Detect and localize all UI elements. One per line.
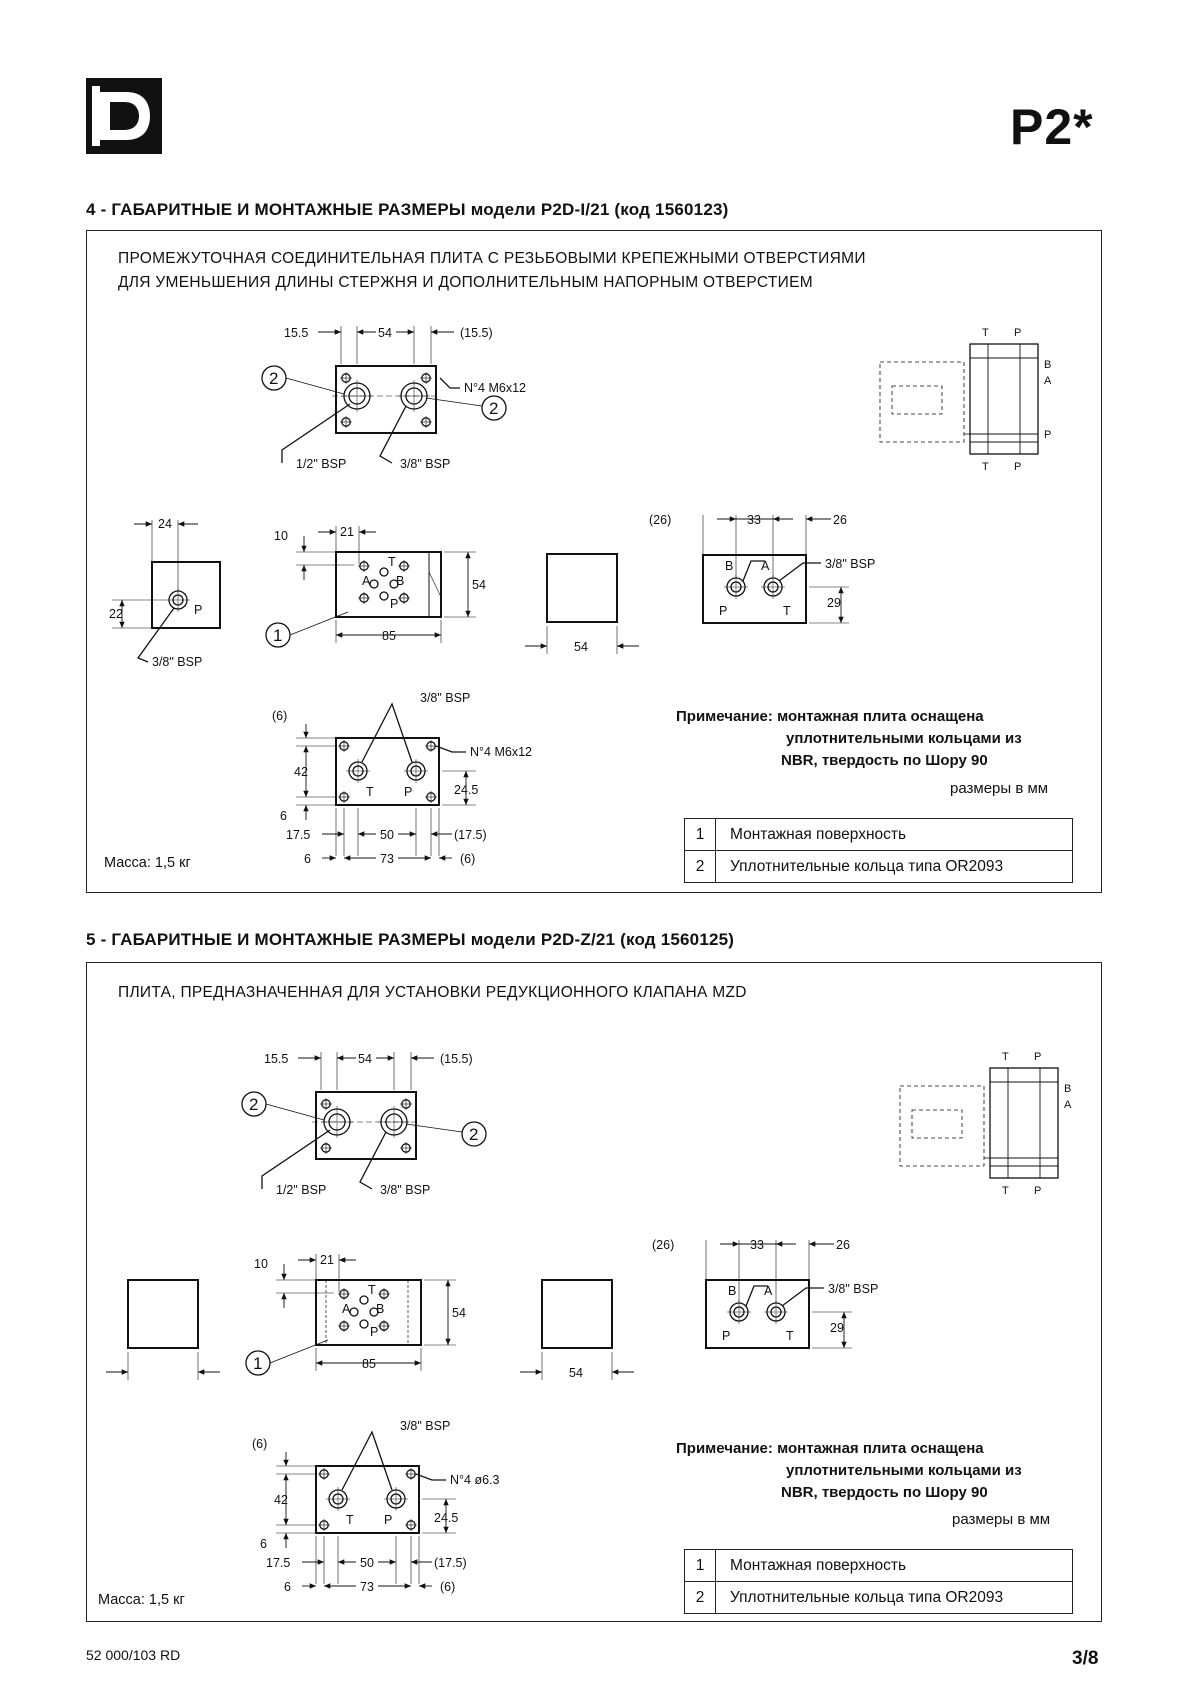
dimension-value: 10: [254, 1257, 268, 1271]
port-letter: B: [725, 559, 734, 573]
bsp-label: 3/8" BSP: [828, 1282, 879, 1296]
dimension-value: 29: [830, 1321, 844, 1335]
port-letter: T: [368, 1283, 376, 1297]
bsp-label: 3/8" BSP: [420, 691, 471, 705]
port-letter: P: [1014, 461, 1022, 473]
port-letter: A: [1064, 1099, 1072, 1111]
port-letter: P: [404, 785, 413, 799]
legend-text: Уплотнительные кольца типа OR2093: [716, 851, 1073, 883]
port-letter: A: [342, 1302, 351, 1316]
note-line1: Примечание: монтажная плита оснащена: [676, 1440, 984, 1457]
thread-label: N°4 M6x12: [464, 381, 526, 395]
leader-line: [360, 1132, 386, 1189]
port-letter: T: [388, 555, 396, 569]
dimension-value: (6): [440, 1580, 456, 1594]
dimension-value: 24.5: [434, 1511, 459, 1525]
port-letter: T: [346, 1513, 354, 1527]
callout-number: 2: [249, 1095, 259, 1114]
legend-text: Монтажная поверхность: [716, 1550, 1073, 1582]
valve-port: [370, 580, 378, 588]
dimension-value: 15.5: [284, 326, 309, 340]
section-4-title: 4 - ГАБАРИТНЫЕ И МОНТАЖНЫЕ РАЗМЕРЫ модели P2D-I/21 (код 1560123): [86, 200, 729, 219]
note-line2: уплотнительными кольцами из: [786, 730, 1022, 747]
section-5-desc-line1: ПЛИТА, ПРЕДНАЗНАЧЕННАЯ ДЛЯ УСТАНОВКИ РЕДУКЦИОННОГО КЛАПАНА MZD: [118, 984, 747, 1001]
leader-line: [782, 1288, 824, 1306]
dimension-value: 24: [158, 517, 172, 531]
valve-block: [990, 1068, 1058, 1178]
dimension-value: 54: [569, 1366, 583, 1380]
outline: [542, 1280, 612, 1348]
legend-num: 2: [685, 1582, 716, 1614]
leader-line: [779, 563, 821, 581]
dimension-value: 85: [382, 629, 396, 643]
port-letter: T: [366, 785, 374, 799]
dimension-value: (6): [460, 852, 476, 866]
dimension-value: 54: [472, 578, 486, 592]
dimension-value: 6: [260, 1537, 267, 1551]
section-4-desc-line1: ПРОМЕЖУТОЧНАЯ СОЕДИНИТЕЛЬНАЯ ПЛИТА С РЕЗЬБОВЫМИ КРЕПЕЖНЫМИ ОТВЕРСТИЯМИ: [118, 250, 866, 267]
legend-num: 1: [685, 1550, 716, 1582]
valve-block: [970, 344, 1038, 454]
dimension-value: 54: [574, 640, 588, 654]
port-letter: T: [1002, 1051, 1009, 1063]
leader-line: [290, 612, 348, 635]
port-letter: P: [1014, 327, 1022, 339]
valve-port: [380, 568, 388, 576]
series-code: P2*: [1010, 99, 1094, 155]
leader-line: [270, 1340, 328, 1363]
port-letter: P: [194, 603, 203, 617]
dimension-value: 73: [380, 852, 394, 866]
dimension-value: 22: [109, 607, 123, 621]
port-letter: P: [1044, 429, 1052, 441]
dimension-value: 24.5: [454, 783, 479, 797]
callout-number: 1: [273, 626, 283, 645]
dimension-value: (15.5): [460, 326, 493, 340]
section-5-mass: Масса: 1,5 кг: [98, 1592, 185, 1608]
valve-port: [380, 592, 388, 600]
bsp-label: 3/8" BSP: [825, 557, 876, 571]
bsp-label: 3/8" BSP: [400, 457, 451, 471]
dimension-value: (17.5): [434, 1556, 467, 1570]
bsp-label: 1/2" BSP: [276, 1183, 327, 1197]
outline: [128, 1280, 198, 1348]
leader-line: [416, 1474, 446, 1480]
port-letter: B: [1044, 359, 1052, 371]
outline: [316, 1466, 419, 1533]
leader-line: [380, 406, 406, 463]
port-letter: B: [1064, 1083, 1072, 1095]
dimension-value: 26: [836, 1238, 850, 1252]
port-letter: T: [783, 604, 791, 618]
dimension-value: 50: [380, 828, 394, 842]
document-code: 52 000/103 RD: [86, 1647, 181, 1663]
dimension-value: 50: [360, 1556, 374, 1570]
dimension-value: 21: [340, 525, 354, 539]
port-letter: B: [376, 1302, 385, 1316]
hatch-line: [429, 572, 441, 597]
legend-num: 2: [685, 851, 716, 883]
port-letter: P: [1034, 1185, 1042, 1197]
legend-num: 1: [685, 819, 716, 851]
section-5-units: размеры в мм: [952, 1511, 1051, 1528]
leader-line: [342, 1432, 392, 1490]
dimension-value: 26: [833, 513, 847, 527]
pilot-valve: [912, 1110, 962, 1138]
bsp-label: 3/8" BSP: [380, 1183, 431, 1197]
legend-text: Монтажная поверхность: [716, 819, 1073, 851]
leader-line: [426, 398, 482, 406]
port-letter: T: [786, 1329, 794, 1343]
dimension-value: 15.5: [264, 1052, 289, 1066]
note-line3: NBR, твердость по Шору 90: [781, 1484, 988, 1501]
valve-port: [360, 1296, 368, 1304]
dimension-value: 29: [827, 596, 841, 610]
callout-number: 2: [269, 369, 279, 388]
port-letter: B: [396, 574, 405, 588]
dimension-value: 6: [280, 809, 287, 823]
leader-line: [406, 1124, 462, 1132]
legend-text: Уплотнительные кольца типа OR2093: [716, 1582, 1073, 1614]
valve-port: [360, 1320, 368, 1328]
outline: [547, 554, 617, 622]
bsp-label: 1/2" BSP: [296, 457, 347, 471]
section-5-title: 5 - ГАБАРИТНЫЕ И МОНТАЖНЫЕ РАЗМЕРЫ модели P2D-Z/21 (код 1560125): [86, 930, 735, 949]
dimension-value: 17.5: [286, 828, 311, 842]
port-letter: P: [384, 1513, 393, 1527]
dimension-value: 6: [304, 852, 311, 866]
callout-number: 1: [253, 1354, 263, 1373]
dimension-value: 10: [274, 529, 288, 543]
port-letter: A: [362, 574, 371, 588]
callout-number: 2: [469, 1125, 479, 1144]
port-letter: P: [722, 1329, 731, 1343]
valve-port: [350, 1308, 358, 1316]
port-letter: T: [982, 461, 989, 473]
section-4-mass: Масса: 1,5 кг: [104, 855, 191, 871]
dimension-value: 33: [747, 513, 761, 527]
leader-line: [436, 746, 466, 752]
callout-number: 2: [489, 399, 499, 418]
port-letter: B: [728, 1284, 737, 1298]
dimension-value: (26): [649, 513, 672, 527]
pilot-envelope: [900, 1086, 984, 1166]
port-letter: A: [1044, 375, 1052, 387]
dimension-value: 54: [358, 1052, 372, 1066]
note-line1: Примечание: монтажная плита оснащена: [676, 708, 984, 725]
thread-label: N°4 M6x12: [470, 745, 532, 759]
page-number: 3/8: [1072, 1648, 1099, 1669]
outline: [336, 738, 439, 805]
dimension-value: 17.5: [266, 1556, 291, 1570]
dimension-value: (6): [272, 709, 288, 723]
port-letter: P: [390, 597, 399, 611]
port-letter: A: [761, 559, 770, 573]
dimension-value: 54: [452, 1306, 466, 1320]
section-4-units: размеры в мм: [950, 780, 1049, 797]
dimension-value: 73: [360, 1580, 374, 1594]
pilot-valve: [892, 386, 942, 414]
pilot-envelope: [880, 362, 964, 442]
note-line3: NBR, твердость по Шору 90: [781, 752, 988, 769]
dimension-value: 21: [320, 1253, 334, 1267]
dimension-value: 6: [284, 1580, 291, 1594]
port-letter: P: [719, 604, 728, 618]
dimension-value: 54: [378, 326, 392, 340]
port-letter: A: [764, 1284, 773, 1298]
bsp-label: 3/8" BSP: [400, 1419, 451, 1433]
port-letter: P: [370, 1325, 379, 1339]
section-4-desc-line2: ДЛЯ УМЕНЬШЕНИЯ ДЛИНЫ СТЕРЖНЯ И ДОПОЛНИТЕЛЬНЫМ НАПОРНЫМ ОТВЕРСТИЕМ: [118, 274, 813, 291]
dimension-value: 85: [362, 1357, 376, 1371]
leader-line: [362, 704, 412, 762]
dimension-value: 42: [294, 765, 308, 779]
dimension-value: (26): [652, 1238, 675, 1252]
dimension-value: (15.5): [440, 1052, 473, 1066]
dimension-value: 33: [750, 1238, 764, 1252]
dimension-value: (17.5): [454, 828, 487, 842]
leader-line: [440, 378, 460, 388]
leader-line: [138, 608, 174, 662]
bsp-label: 3/8" BSP: [152, 655, 203, 669]
port-letter: T: [1002, 1185, 1009, 1197]
dimension-value: (6): [252, 1437, 268, 1451]
port-letter: P: [1034, 1051, 1042, 1063]
thread-label: N°4 ø6.3: [450, 1473, 500, 1487]
port-letter: T: [982, 327, 989, 339]
note-line2: уплотнительными кольцами из: [786, 1462, 1022, 1479]
dimension-value: 42: [274, 1493, 288, 1507]
